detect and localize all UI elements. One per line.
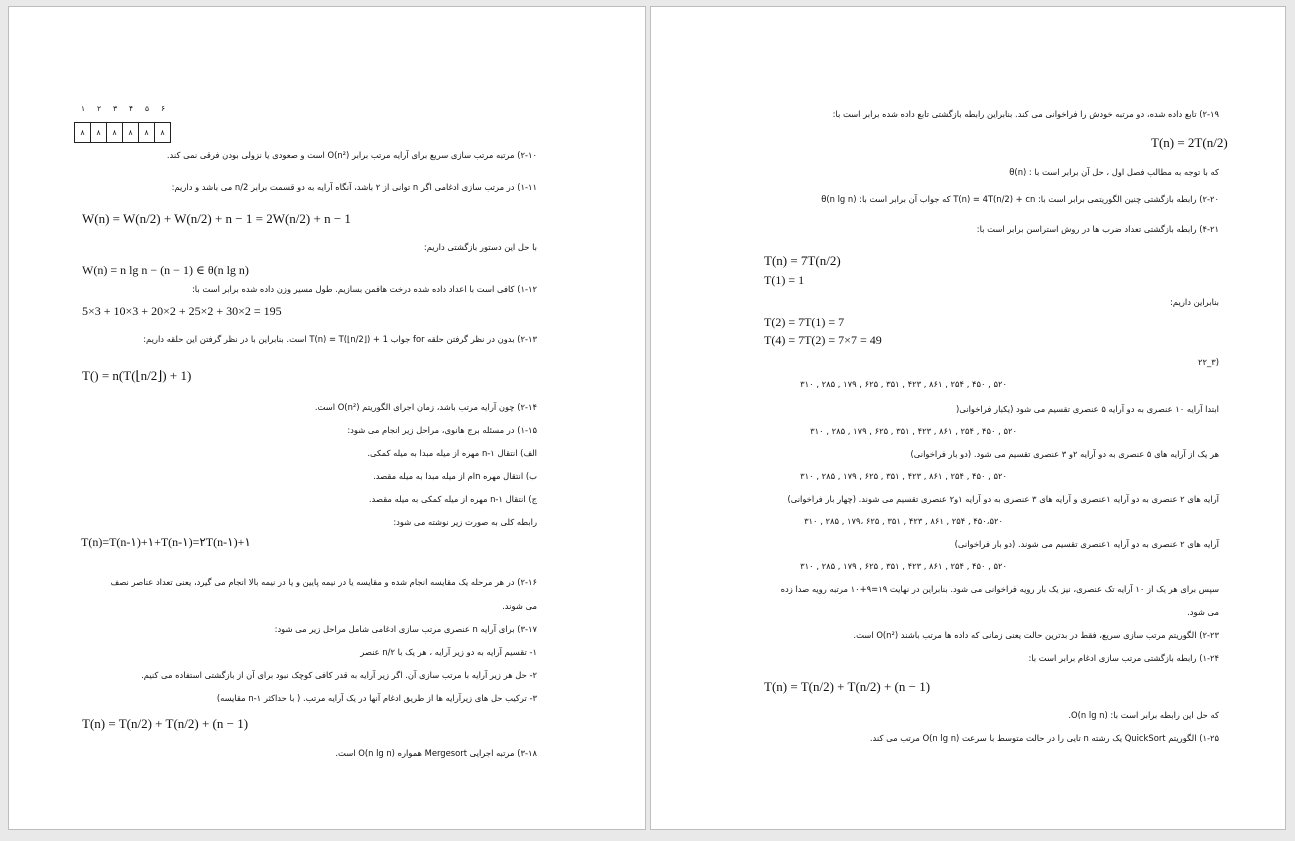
split-step-1: ابتدا آرایه ۱۰ عنصری به دو آرایه ۵ عنصری تقسیم می شود (یکبار فراخوانی( xyxy=(956,404,1219,414)
sequence-line-1: ۳۱۰ , ۲۸۵ , ۱۷۹ , ۶۲۵ , ۳۵۱ , ۴۲۳ , ۸۶۱ , ۲۵۴ , ۴۵۰ , ۵۲۰ xyxy=(800,379,1007,389)
problem-2-23: ۲-۲۳) الگوریتم مرتب سازی سریع، فقط در بدترین حالت یعنی زمانی که داده ها مرتب باشند O(n²) است. xyxy=(853,630,1219,640)
formula-t2: T(2) = 7T(1) = 7 xyxy=(764,315,845,329)
sequence-line-2: ۳۱۰ , ۲۸۵ , ۱۷۹ , ۶۲۵ , ۳۵۱ , ۴۲۳ , ۸۶۱ , ۲۵۴ , ۴۵۰ , ۵۲۰ xyxy=(810,426,1017,436)
array-cell: ۸ xyxy=(107,123,123,142)
problem-3-18: ۳-۱۸) مرتبه اجرایی Mergesort همواره O(n lg n) است. xyxy=(335,748,537,758)
formula-t4: T(4) = 7T(2) = 7×7 = 49 xyxy=(764,333,882,347)
formula-strassen: T(n) = 7T(n/2) xyxy=(764,253,841,268)
problem-1-15: ۱-۱۵) در مسئله برج هانوی، مراحل زیر انجام می شود: xyxy=(347,425,537,435)
formula-t1: T(1) = 1 xyxy=(764,273,805,287)
problem-2-19: ۲-۱۹) تابع داده شده، دو مرتبه خودش را فراخوانی می کند. بنابراین رابطه بازگشتی تابع داده شده برابر است با: xyxy=(832,109,1219,119)
solution-theta-n: که با توجه به مطالب فصل اول ، حل آن برابر است با : θ(n) xyxy=(1009,167,1219,177)
call-count-note-cont: می شود. xyxy=(1187,607,1219,617)
array-cell: ۸ xyxy=(123,123,139,142)
index-digit: ۴ xyxy=(128,104,134,113)
split-step-2: هر یک از آرایه های ۵ عنصری به دو آرایه ۲و ۳ عنصری تقسیم می شود. (دو بار فراخوانی) xyxy=(910,449,1219,459)
split-step-3: آرایه های ۲ عنصری به دو آرایه ۱عنصری و آرایه های ۳ عنصری به دو آرایه ۱و۲ عنصری تقسیم می شوند. (چهار بار فراخوانی) xyxy=(787,494,1219,504)
merge-step-2: ۲- حل هر زیر آرایه با مرتب سازی آن. اگر زیر آرایه به قدر کافی کوچک نبود برای آن از بازگشتی استفاده می کنیم. xyxy=(141,670,537,680)
right-page xyxy=(650,6,1286,830)
problem-1-24: ۱-۲۴) رابطه بازگشتی مرتب سازی ادغام برابر است با: xyxy=(1028,653,1219,663)
problem-4-21: ۴-۲۱) رابطه بازگشتی تعداد ضرب ها در روش استراسن برابر است با: xyxy=(976,224,1219,234)
array-cell: ۸ xyxy=(139,123,155,142)
problem-3-17: ۳-۱۷) برای آرایه n عنصری مرتب سازی ادغامی شامل مراحل زیر می شود: xyxy=(274,624,537,634)
formula-huffman: 5×3 + 10×3 + 20×2 + 25×2 + 30×2 = 195 xyxy=(82,304,282,318)
array-cell: ۸ xyxy=(75,123,91,142)
formula-w-solution: W(n) = n lg n − (n − 1) ∈ θ(n lg n) xyxy=(82,263,249,277)
hanoi-step-c: ج) انتقال n-۱ مهره از میله کمکی به میله مقصد. xyxy=(368,494,537,504)
merge-step-1: ۱- تقسیم آرایه به دو زیر آرایه ، هر یک با n/۲ عنصر xyxy=(360,647,537,657)
formula-merge: T(n) = T(n/2) + T(n/2) + (n − 1) xyxy=(82,716,249,731)
formula-merge-right: T(n) = T(n/2) + T(n/2) + (n − 1) xyxy=(764,679,931,694)
formula-w-n: W(n) = W(n/2) + W(n/2) + n − 1 = 2W(n/2) + n − 1 xyxy=(82,211,351,226)
index-digit: ۳ xyxy=(112,104,118,113)
hanoi-step-b: ب) انتقال مهره nام از میله مبدا به میله مقصد. xyxy=(373,471,537,481)
array-cell: ۸ xyxy=(160,128,165,137)
problem-2-20: ۲-۲۰) رابطه بازگشتی چنین الگوریتمی برابر است با: T(n) = 4T(n/2) + cn که جواب آن برابر است با: θ(n lg n) xyxy=(821,194,1219,204)
formula-2t: T(n) = 2T(n/2) xyxy=(1151,135,1228,150)
problem-3-22: ۲۲_۳) xyxy=(1198,357,1219,367)
index-digit: ۵ xyxy=(144,104,150,113)
merge-step-3: ۳- ترکیب حل های زیرآرایه ها از طریق ادغام آنها در یک آرایه مرتب. ( با حداکثر n-۱ مقایسه) xyxy=(216,693,537,703)
index-digit: ۶ xyxy=(160,104,166,113)
sequence-line-3: ۳۱۰ , ۲۸۵ , ۱۷۹ , ۶۲۵ , ۳۵۱ , ۴۲۳ , ۸۶۱ , ۲۵۴ , ۴۵۰ , ۵۲۰ xyxy=(800,471,1007,481)
problem-1-25: ۱-۲۵) الگوریتم QuickSort یک رشته n تایی را در حالت متوسط با سرعت O(n lg n) مرتب می کند. xyxy=(869,733,1219,743)
problem-2-16-cont: می شوند. xyxy=(502,601,537,611)
problem-1-11: ۱-۱۱) در مرتب سازی ادغامی اگر n توانی از ۲ باشد، آنگاه آرایه به دو قسمت برابر n/2 می باشد و داریم: xyxy=(171,182,537,192)
index-digit: ۲ xyxy=(96,104,102,113)
split-step-4: آرایه های ۲ عنصری به دو آرایه ۱عنصری تقسیم می شوند. (دو بار فراخوانی) xyxy=(954,539,1219,549)
problem-2-14: ۲-۱۴) چون آرایه مرتب باشد، زمان اجرای الگوریتم O(n²) است. xyxy=(314,402,537,412)
formula-hanoi: T(n)=T(n-۱)+۱+T(n-۱)=۲T(n-۱)+۱ xyxy=(81,535,251,549)
hanoi-general: رابطه کلی به صورت زیر نوشته می شود: xyxy=(393,517,537,527)
array-cells xyxy=(74,122,171,143)
problem-2-13: ۲-۱۳) بدون در نظر گرفتن حلقه for جواب T(n) = T(⌊n/2⌋) + 1 است. بنابراین با در نظر گرفتن این حلقه داریم: xyxy=(143,334,537,344)
left-page xyxy=(8,6,646,830)
recurrence-note: با حل این دستور بازگشتی داریم: xyxy=(423,242,537,252)
call-count-note: سپس برای هر یک از ۱۰ آرایه تک عنصری، نیز یک بار رویه فراخوانی می شود. بنابراین در نهایت ۱۹=۹+۱۰ مرتبه رویه صدا زده xyxy=(780,584,1219,594)
therefore-label: بنابراین داریم: xyxy=(1170,297,1219,307)
problem-2-10: ۲-۱۰) مرتبه مرتب سازی سریع برای آرایه مرتب برابر O(n²) است و صعودی یا نزولی بودن فرقی نمی کند. xyxy=(166,150,537,160)
formula-t-loop: T() = n(T(⌊n/2⌋) + 1) xyxy=(82,368,192,383)
sequence-line-4: ۳۱۰ , ۲۸۵ , ۱۷۹، ۶۲۵ , ۳۵۱ , ۴۲۳ , ۸۶۱ , ۲۵۴ , ۴۵۰،۵۲۰ xyxy=(804,516,1003,526)
index-digit: ۱ xyxy=(80,104,86,113)
array-index-row xyxy=(75,104,171,113)
sequence-line-5: ۳۱۰ , ۲۸۵ , ۱۷۹ , ۶۲۵ , ۳۵۱ , ۴۲۳ , ۸۶۱ , ۲۵۴ , ۴۵۰ , ۵۲۰ xyxy=(800,561,1007,571)
problem-2-16: ۲-۱۶) در هر مرحله یک مقایسه انجام شده و مقایسه یا در نیمه پایین و یا در نیمه بالا انجام می گیرد، یعنی تعداد عناصر نصف xyxy=(110,577,537,587)
array-cell: ۸ xyxy=(91,123,107,142)
merge-solution: که حل این رابطه برابر است با: O(n lg n). xyxy=(1068,710,1219,720)
problem-1-12: ۱-۱۲) کافی است با اعداد داده شده درخت هافمن بسازیم. طول مسیر وزن داده شده برابر است با: xyxy=(191,284,537,294)
hanoi-step-a: الف) انتقال n-۱ مهره از میله مبدا به میله کمکی. xyxy=(367,448,537,458)
